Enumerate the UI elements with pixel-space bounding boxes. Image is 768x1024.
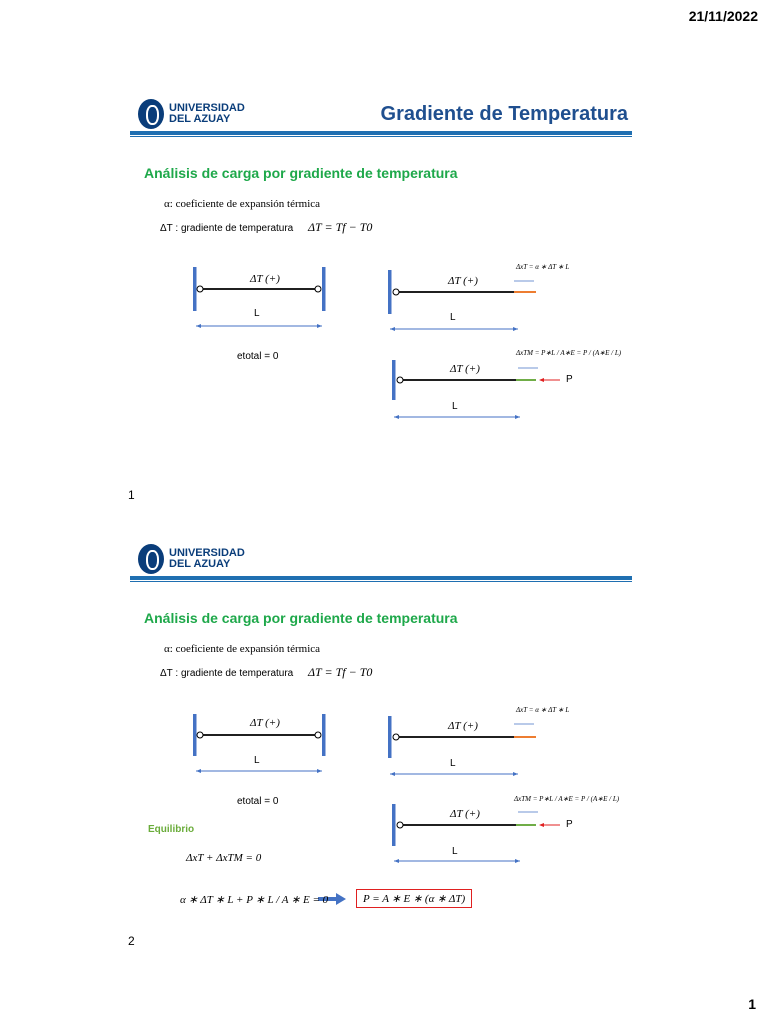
slide-2 xyxy=(130,540,632,970)
alpha-definition: α: coeficiente de expansión térmica xyxy=(164,198,321,210)
e-total-label: etotal = 0 xyxy=(237,351,279,362)
alpha-definition-2: α: coeficiente de expansión térmica xyxy=(164,643,321,655)
document-date: 21/11/2022 xyxy=(688,8,758,24)
length-label-3: L xyxy=(452,846,458,857)
expanded-equation: α ∗ ΔT ∗ L + P ∗ L / A ∗ E = 0 xyxy=(180,894,329,906)
dxT-formula: ΔxT = α ∗ ΔT ∗ L xyxy=(516,706,570,714)
length-label: L xyxy=(254,755,260,766)
slide-number-1: 1 xyxy=(128,488,135,502)
load-p-label: P xyxy=(566,819,573,830)
equilibrium-label: Equilibrio xyxy=(148,824,195,835)
length-label-3: L xyxy=(452,401,458,412)
dxT-formula: ΔxT = α ∗ ΔT ∗ L xyxy=(516,263,570,271)
slide-1 xyxy=(130,95,632,525)
university-logo: UNIVERSIDAD DEL AZUAY xyxy=(138,99,245,129)
slide-number-2: 2 xyxy=(128,934,135,948)
delta-t-definition: ΔT : gradiente de temperatura ΔT = Tf − T0 xyxy=(160,220,373,234)
slide1-diagram xyxy=(130,95,632,525)
delta-t-plus-label-3: ΔT (+) xyxy=(450,808,480,820)
length-label-2: L xyxy=(450,758,456,769)
dxTM-formula: ΔxTM = P∗L / A∗E = P / (A∗E / L) xyxy=(516,349,622,357)
delta-t-plus-label-3: ΔT (+) xyxy=(450,363,480,375)
dxTM-formula: ΔxTM = P∗L / A∗E = P / (A∗E / L) xyxy=(514,795,620,803)
delta-t-plus-label-2: ΔT (+) xyxy=(448,275,478,287)
university-logo-2: UNIVERSIDAD DEL AZUAY xyxy=(138,544,245,574)
slide-subtitle-2: Análisis de carga por gradiente de temperatura xyxy=(144,610,458,626)
load-p-label: P xyxy=(566,374,573,385)
result-formula-box: P = A ∗ E ∗ (α ∗ ΔT) xyxy=(356,889,472,908)
page-number: 1 xyxy=(748,996,756,1012)
slide-subtitle: Análisis de carga por gradiente de temperatura xyxy=(144,165,458,181)
length-label: L xyxy=(254,308,260,319)
equilibrium-equation: ΔxT + ΔxTM = 0 xyxy=(186,852,262,864)
delta-t-definition-2: ΔT : gradiente de temperatura ΔT = Tf − T0 xyxy=(160,665,373,679)
delta-t-plus-label: ΔT (+) xyxy=(250,273,280,285)
e-total-label: etotal = 0 xyxy=(237,796,279,807)
delta-t-plus-label-2: ΔT (+) xyxy=(448,720,478,732)
delta-t-plus-label: ΔT (+) xyxy=(250,717,280,729)
length-label-2: L xyxy=(450,312,456,323)
slide-title: Gradiente de Temperatura xyxy=(380,103,628,125)
